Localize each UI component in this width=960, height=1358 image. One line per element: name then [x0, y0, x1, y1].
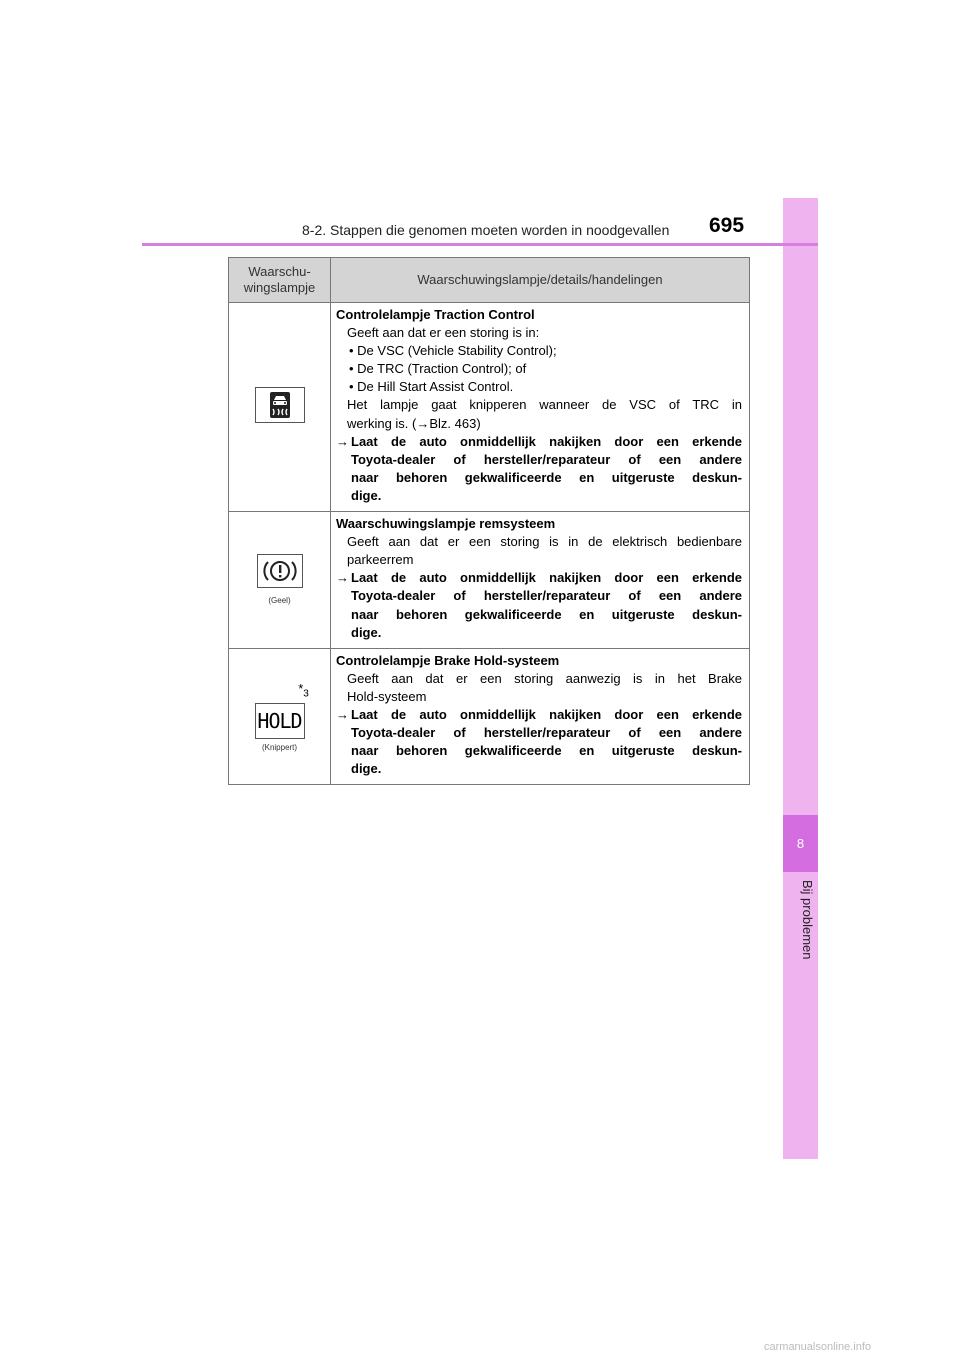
- table-header-row: [229, 258, 750, 303]
- lamp-title: Controlelampje Brake Hold-systeem: [336, 652, 560, 668]
- bullet-item: • De TRC (Traction Control); of: [349, 361, 527, 377]
- bullet-item: • De Hill Start Assist Control.: [349, 379, 514, 395]
- watermark-text: carmanualsonline.info: [764, 1341, 872, 1353]
- chapter-side-strip: [783, 198, 818, 1159]
- description-line: Geeft aan dat er een storing is in:: [347, 325, 540, 341]
- arrow-icon: →: [336, 570, 349, 586]
- warning-lights-table: [228, 257, 750, 785]
- action-instruction: → Laat de auto onmiddellijk nakijken door een erkende Toyota-dealer of hersteller/reparateur of een andere naar behoren gekwalificeerde en uitgeruste deskun- dige.: [336, 706, 742, 777]
- lamp-title: Controlelampje Traction Control: [336, 307, 535, 322]
- action-instruction: → Laat de auto onmiddellijk nakijken door een erkende Toyota-dealer of hersteller/reparateur of een andere naar behoren gekwalificeerde en uitgeruste deskun- dige.: [336, 570, 742, 640]
- header-divider: [142, 243, 818, 246]
- lamp-cell: [229, 512, 331, 649]
- lamp-color-caption: (Geel): [268, 596, 291, 606]
- page-number: 695: [709, 214, 745, 237]
- lamp-cell: [229, 648, 331, 785]
- lamp-state-caption: (Knippert): [261, 743, 298, 753]
- column-header-lamp: Waarschu- wingslampje: [229, 258, 331, 303]
- vehicle-skid-icon: [255, 387, 305, 423]
- chapter-label: Bij problemen: [800, 880, 815, 960]
- action-instruction: → Laat de auto onmiddellijk nakijken door een erkende Toyota-dealer of hersteller/reparateur of een andere naar behoren gekwalificeerde en uitgeruste deskun- dige.: [336, 433, 742, 503]
- footnote-marker: $*_3$: [298, 680, 309, 700]
- lamp-title: Waarschuwingslampje remsysteem: [336, 516, 556, 532]
- section-header: 8-2. Stappen die genomen moeten worden in noodgevallen: [302, 222, 670, 238]
- lamp-description-cell: [331, 512, 750, 649]
- table-row: [229, 648, 750, 785]
- table-row: [229, 303, 750, 512]
- hold-icon-text: HOLD: [257, 709, 302, 734]
- lamp-description-cell: [331, 303, 750, 512]
- page-reference: werking is. (→Blz. 463): [347, 415, 481, 431]
- description-line: Het lampje gaat knipperen wanneer de VSC of TRC in: [347, 397, 742, 413]
- lamp-description-cell: [331, 648, 750, 785]
- hold-icon: [255, 703, 305, 739]
- description-line: Hold-systeem: [347, 688, 427, 704]
- column-header-details: Waarschuwingslampje/details/handelingen: [331, 258, 750, 303]
- bullet-item: • De VSC (Vehicle Stability Control);: [349, 343, 557, 359]
- arrow-icon: →: [336, 706, 349, 722]
- description-line: parkeerrem: [347, 552, 414, 568]
- arrow-icon: →: [336, 433, 349, 449]
- brake-exclamation-icon: [257, 554, 303, 588]
- lamp-cell: [229, 303, 331, 512]
- description-line: Geeft aan dat er een storing aanwezig is in het Brake: [347, 670, 742, 686]
- table-row: [229, 512, 750, 649]
- chapter-number-tab[interactable]: 8: [783, 815, 818, 872]
- description-line: Geeft aan dat er een storing is in de elektrisch bedienbare: [347, 534, 742, 550]
